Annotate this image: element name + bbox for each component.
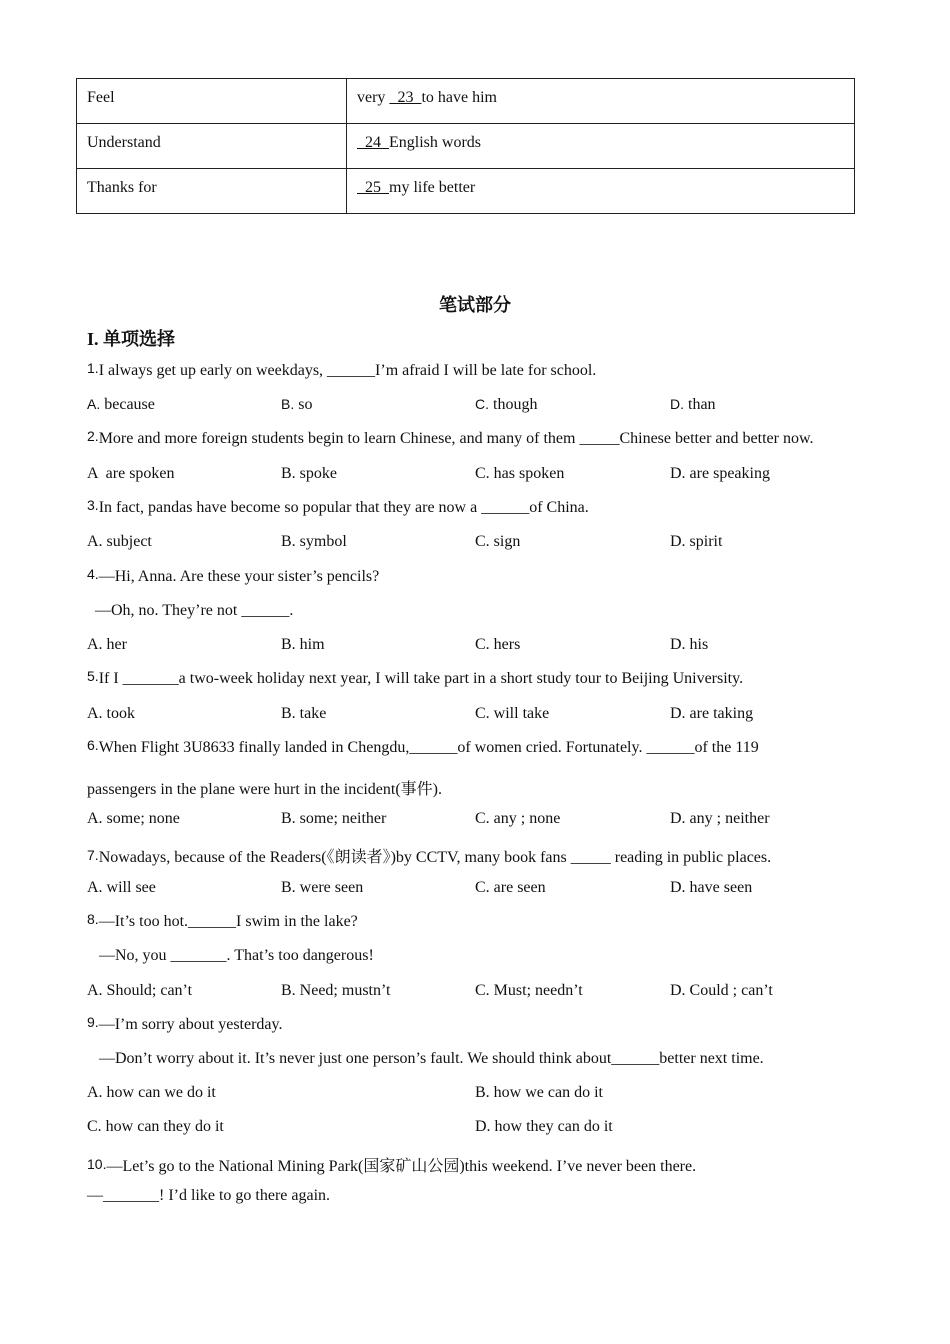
question-number: 10. — [87, 1156, 107, 1172]
question-text: —It’s too hot.______I swim in the lake? — [98, 913, 358, 930]
question-number: 4. — [87, 566, 99, 582]
question-10-line-2: —_______! I’d like to go there again. — [87, 1187, 331, 1204]
option-c — [475, 396, 537, 414]
option-c: C. hers — [475, 636, 521, 653]
question-1 — [87, 362, 596, 380]
cell-text: English words — [389, 134, 481, 151]
option-letter: B. — [281, 396, 295, 412]
option-d: D. his — [670, 636, 709, 653]
option-d: D. are speaking — [670, 465, 770, 482]
table-cell-label: Thanks for — [77, 169, 347, 214]
question-text: —Hi, Anna. Are these your sister’s pencils? — [98, 568, 380, 585]
option-b: B. symbol — [281, 533, 347, 550]
question-number: 8. — [87, 911, 99, 927]
question-10 — [87, 1153, 696, 1176]
question-6-line-2: passengers in the plane were hurt in the incident(事件). — [87, 781, 443, 798]
table-cell-content — [347, 124, 855, 169]
question-number: 9. — [87, 1014, 99, 1030]
option-a: A. took — [87, 705, 135, 722]
cell-text: very — [357, 89, 390, 106]
option-a: A. Should; can’t — [87, 982, 193, 999]
question-text: —Let’s go to the National Mining Park(国家矿山公园)this weekend. I’ve never been there. — [106, 1158, 697, 1175]
option-text: so — [294, 396, 313, 413]
question-text: If I _______a two-week holiday next year, I will take part in a short study tour to Beijing University. — [98, 670, 744, 687]
option-c: C. sign — [475, 533, 521, 550]
table-cell-label: Understand — [77, 124, 347, 169]
fill-in-table — [76, 78, 855, 214]
option-d: D. any ; neither — [670, 810, 770, 827]
section-title: 笔试部分 — [439, 295, 511, 315]
option-a — [87, 396, 155, 414]
question-text: In fact, pandas have become so popular that they are now a ______of China. — [98, 499, 589, 516]
cell-text: to have him — [421, 89, 497, 106]
table-cell-content — [347, 79, 855, 124]
option-c: C. are seen — [475, 879, 546, 896]
question-5 — [87, 670, 743, 688]
table-cell-label: Feel — [77, 79, 347, 124]
question-number: 6. — [87, 737, 99, 753]
option-text: than — [684, 396, 716, 413]
option-d: D. are taking — [670, 705, 754, 722]
question-6 — [87, 739, 759, 757]
cell-text: my life better — [389, 179, 476, 196]
table-row — [77, 79, 855, 124]
question-9-line-2: —Don’t worry about it. It’s never just one person’s fault. We should think about______better next time. — [87, 1050, 764, 1067]
blank-23: 23 — [389, 89, 422, 106]
question-4-line-2: —Oh, no. They’re not ______. — [87, 602, 294, 619]
question-text: —I’m sorry about yesterday. — [98, 1016, 283, 1033]
option-a: A. how can we do it — [87, 1084, 216, 1101]
question-2 — [87, 430, 813, 448]
question-8 — [87, 913, 358, 931]
blank-25: 25 — [357, 179, 389, 196]
option-a: A. some; none — [87, 810, 180, 827]
option-b: B. how we can do it — [475, 1084, 603, 1101]
option-c: C. any ; none — [475, 810, 561, 827]
option-letter: D. — [670, 396, 684, 412]
question-text: Nowadays, because of the Readers(《朗读者》)by CCTV, many book fans _____ reading in public places. — [98, 849, 772, 866]
question-number: 3. — [87, 497, 99, 513]
part-title: I. 单项选择 — [87, 329, 176, 349]
question-number: 5. — [87, 668, 99, 684]
option-d: D. how they can do it — [475, 1118, 613, 1135]
option-letter: C. — [475, 396, 489, 412]
option-a: A are spoken — [87, 465, 175, 482]
option-d: D. Could ; can’t — [670, 982, 773, 999]
option-a: A. will see — [87, 879, 156, 896]
option-b: B. take — [281, 705, 327, 722]
option-c: C. how can they do it — [87, 1118, 224, 1135]
option-b: B. some; neither — [281, 810, 387, 827]
question-text: When Flight 3U8633 finally landed in Chengdu,______of women cried. Fortunately. ______of the 119 — [98, 739, 759, 756]
question-number: 2. — [87, 428, 99, 444]
option-letter: A. — [87, 396, 101, 412]
option-d — [670, 396, 716, 414]
question-3 — [87, 499, 589, 517]
table-row — [77, 169, 855, 214]
option-d: D. spirit — [670, 533, 723, 550]
option-b: B. spoke — [281, 465, 337, 482]
option-c: C. Must; needn’t — [475, 982, 583, 999]
question-7 — [87, 844, 771, 867]
option-a: A. her — [87, 636, 127, 653]
option-b: B. Need; mustn’t — [281, 982, 391, 999]
blank-24: 24 — [357, 134, 389, 151]
question-4 — [87, 568, 379, 586]
option-text: because — [100, 396, 155, 413]
option-c: C. has spoken — [475, 465, 565, 482]
question-number: 7. — [87, 847, 99, 863]
option-d: D. have seen — [670, 879, 753, 896]
table-cell-content — [347, 169, 855, 214]
option-b — [281, 396, 312, 414]
question-text: More and more foreign students begin to learn Chinese, and many of them _____Chinese better and better now. — [98, 430, 814, 447]
option-b: B. him — [281, 636, 325, 653]
question-text: I always get up early on weekdays, ______I’m afraid I will be late for school. — [98, 362, 597, 379]
option-c: C. will take — [475, 705, 550, 722]
option-a: A. subject — [87, 533, 152, 550]
table-row — [77, 124, 855, 169]
question-9 — [87, 1016, 282, 1034]
question-8-line-2: —No, you _______. That’s too dangerous! — [87, 947, 374, 964]
option-b: B. were seen — [281, 879, 364, 896]
option-text: though — [489, 396, 538, 413]
question-number: 1. — [87, 360, 99, 376]
